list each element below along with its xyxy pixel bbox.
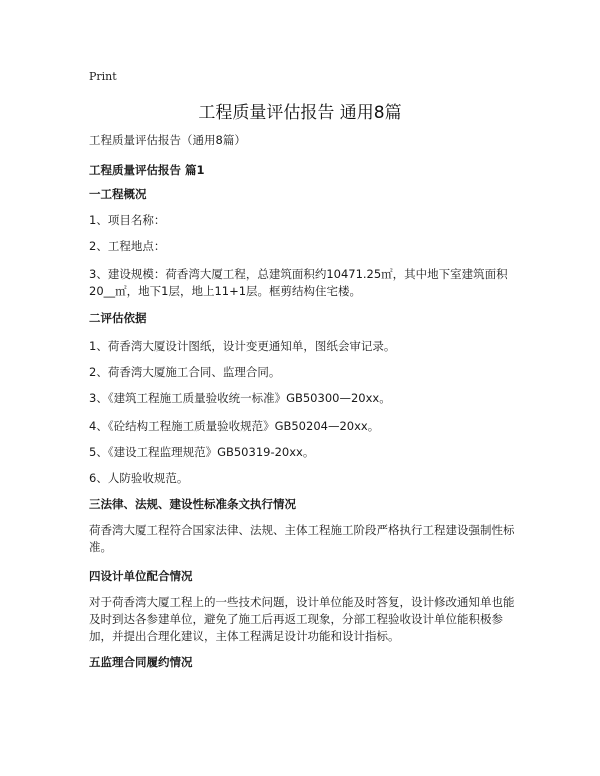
section-heading-contract: 五监理合同履约情况 [89, 655, 193, 669]
list-item: 4、《砼结构工程施工质量验收规范》GB50204—20xx。 [89, 419, 380, 433]
page-title: 工程质量评估报告 通用8篇 [198, 103, 402, 123]
list-item: 3、《建筑工程施工质量验收统一标准》GB50300—20xx。 [89, 391, 391, 405]
list-item: 1、项目名称： [89, 213, 166, 227]
list-item: 2、荷香湾大厦施工合同、监理合同。 [89, 365, 281, 379]
section-heading-design: 四设计单位配合情况 [89, 569, 193, 583]
section-heading-basis: 二评估依据 [89, 311, 147, 325]
list-item: 2、工程地点： [89, 239, 166, 253]
section-heading-overview: 一工程概况 [89, 187, 147, 201]
list-item: 5、《建设工程监理规范》GB50319-20xx。 [89, 445, 315, 459]
section-paragraph: 荷香湾大厦工程符合国家法律、法规、主体工程施工阶段严格执行工程建设强制性标准。 [89, 523, 515, 554]
article-heading: 工程质量评估报告 篇1 [89, 163, 205, 177]
document-subtitle: 工程质量评估报告（通用8篇） [89, 133, 246, 147]
list-item: 3、建设规模：荷香湾大厦工程，总建筑面积约10471.25㎡，其中地下室建筑面积20__㎡，地下1层，地上11+1层。框剪结构住宅楼。 [89, 267, 508, 298]
print-link[interactable]: Print [89, 70, 117, 83]
list-item: 1、荷香湾大厦设计图纸，设计变更通知单，图纸会审记录。 [89, 339, 396, 353]
section-heading-laws: 三法律、法规、建设性标准条文执行情况 [89, 497, 296, 511]
list-item: 6、人防验收规范。 [89, 471, 189, 485]
section-paragraph: 对于荷香湾大厦工程上的一些技术问题，设计单位能及时答复，设计修改通知单也能及时到达各参建单位，避免了施工后再返工现象，分部工程验收设计单位能积极参加，并提出合理化建议，主体工程满足设计功能和设计指标。 [89, 595, 515, 643]
